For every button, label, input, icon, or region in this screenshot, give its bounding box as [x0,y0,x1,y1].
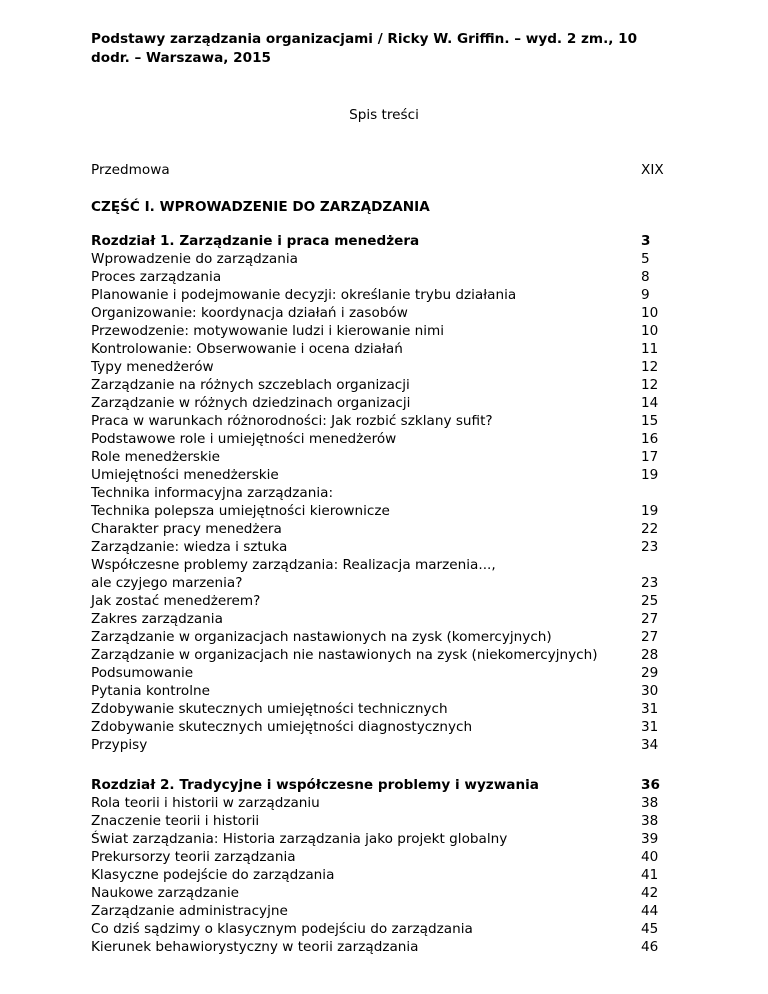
chapter1-title-row [91,232,671,250]
toc-entry-label: Zdobywanie skutecznych umiejętności diagnostycznych [91,719,473,735]
toc-entry [91,304,691,322]
toc-entry [91,700,691,718]
toc-entry-label: Zdobywanie skutecznych umiejętności technicznych [91,701,448,717]
toc-entry [91,430,691,448]
toc-entry-label: Zarządzanie w organizacjach nie nastawionych na zysk (niekomercyjnych) [91,647,598,663]
toc-entry-page: 8 [641,269,650,285]
toc-entry-label: Świat zarządzania: Historia zarządzania jako projekt globalny [91,831,508,847]
toc-entry [91,718,691,736]
toc-entry-label: Co dziś sądzimy o klasycznym podejściu do zarządzania [91,921,473,937]
toc-entry-page: 45 [641,921,659,937]
toc-entry-label: Organizowanie: koordynacja działań i zasobów [91,305,408,321]
toc-entry-label: Wprowadzenie do zarządzania [91,251,298,267]
toc-entry [91,394,691,412]
toc-entry-page: 28 [641,647,659,663]
toc-entry-page: 12 [641,377,659,393]
chapter1-entries [91,250,691,754]
toc-entry [91,592,691,610]
toc-entry-label: Technika polepsza umiejętności kierownicze [91,503,390,519]
toc-entry-page: 41 [641,867,659,883]
toc-entry-label: Zakres zarządzania [91,611,223,627]
toc-entry-page: 34 [641,737,659,753]
toc-entry-page: 11 [641,341,659,357]
toc-entry [91,610,691,628]
toc-entry-label: Kierunek behawiorystyczny w teorii zarządzania [91,939,419,955]
toc-entry-label: Prekursorzy teorii zarządzania [91,849,296,865]
toc-entry [91,322,691,340]
toc-entry-label: Przypisy [91,737,148,753]
toc-entry [91,682,691,700]
toc-entry [91,466,691,484]
toc-entry [91,286,691,304]
toc-entry [91,866,691,884]
toc-entry [91,484,691,502]
toc-entry [91,448,691,466]
toc-entry [91,538,691,556]
toc-entry-page: 12 [641,359,659,375]
chapter1-page: 3 [641,233,651,249]
toc-entry-page: 27 [641,629,659,645]
toc-entry [91,250,691,268]
toc-entry-page: 31 [641,701,659,717]
toc-entry-label: Klasyczne podejście do zarządzania [91,867,335,883]
toc-entry-label: Technika informacyjna zarządzania: [91,485,334,501]
toc-entry-label: Zarządzanie w organizacjach nastawionych na zysk (komercyjnych) [91,629,552,645]
bibliographic-header [91,30,691,68]
chapter2-entries [91,794,691,956]
toc-entry-page: 17 [641,449,659,465]
toc-entry-label: Podstawowe role i umiejętności menedżerów [91,431,397,447]
toc-entry-label: Naukowe zarządzanie [91,885,239,901]
toc-entry-label: Umiejętności menedżerskie [91,467,279,483]
toc-entry-page: 19 [641,467,659,483]
toc-entry [91,884,691,902]
toc-entry-page: 40 [641,849,659,865]
toc-entry-label: Zarządzanie: wiedza i sztuka [91,539,288,555]
toc-entry-label: Współczesne problemy zarządzania: Realizacja marzenia..., [91,557,496,573]
chapter2-page: 36 [641,777,660,793]
chapter2-title: Rozdział 2. Tradycyjne i współczesne problemy i wyzwania [91,777,539,793]
toc-entry-label: ale czyjego marzenia? [91,575,243,591]
toc-entry-page: 23 [641,539,659,555]
toc-entry-label: Zarządzanie na różnych szczeblach organizacji [91,377,410,393]
toc-entry-label: Role menedżerskie [91,449,221,465]
toc-entry [91,938,691,956]
toc-entry-label: Rola teorii i historii w zarządzaniu [91,795,320,811]
toc-entry-page: 46 [641,939,659,955]
toc-entry-page: 44 [641,903,659,919]
toc-entry-page: 22 [641,521,659,537]
toc-entry-label: Planowanie i podejmowanie decyzji: określanie trybu działania [91,287,517,303]
toc-entry [91,502,691,520]
toc-entry [91,830,691,848]
toc-entry-label: Kontrolowanie: Obserwowanie i ocena działań [91,341,403,357]
toc-entry-page: 23 [641,575,659,591]
toc-entry-page: 39 [641,831,659,847]
toc-entry-page: 27 [641,611,659,627]
toc-entry [91,358,691,376]
toc-entry-label: Przewodzenie: motywowanie ludzi i kierowanie nimi [91,323,445,339]
toc-entry-label: Podsumowanie [91,665,194,681]
toc-entry [91,412,691,430]
toc-entry [91,920,691,938]
toc-entry-label: Proces zarządzania [91,269,222,285]
header-line-2: dodr. – Warszawa, 2015 [91,50,272,66]
toc-entry-label: Zarządzanie w różnych dziedzinach organizacji [91,395,411,411]
toc-entry-page: 10 [641,305,659,321]
preface-row [91,161,671,179]
toc-entry-page: 25 [641,593,659,609]
toc-entry-page: 5 [641,251,650,267]
toc-entry-label: Zarządzanie administracyjne [91,903,288,919]
preface-page: XIX [641,162,664,178]
toc-entry-page: 38 [641,795,659,811]
toc-entry-page: 31 [641,719,659,735]
toc-entry-page: 15 [641,413,659,429]
toc-entry [91,628,691,646]
toc-entry [91,376,691,394]
toc-entry-label: Typy menedżerów [91,359,214,375]
toc-entry [91,646,691,664]
toc-entry-page: 42 [641,885,659,901]
toc-entry-page: 10 [641,323,659,339]
preface-label: Przedmowa [91,162,170,178]
part-title: CZĘŚĆ I. WPROWADZENIE DO ZARZĄDZANIA [91,199,430,215]
toc-entry [91,736,691,754]
toc-entry [91,574,691,592]
toc-entry-label: Praca w warunkach różnorodności: Jak rozbić szklany sufit? [91,413,493,429]
toc-entry [91,340,691,358]
toc-entry-page: 38 [641,813,659,829]
toc-entry-page: 19 [641,503,659,519]
toc-entry [91,794,691,812]
toc-entry-label: Jak zostać menedżerem? [91,593,261,609]
toc-entry-page: 29 [641,665,659,681]
toc-entry-label: Pytania kontrolne [91,683,210,699]
page-title: Spis treści [349,107,419,123]
toc-entry [91,848,691,866]
toc-entry-page: 30 [641,683,659,699]
toc-entry [91,812,691,830]
header-line-1: Podstawy zarządzania organizacjami / Ricky W. Griffin. – wyd. 2 zm., 10 [91,31,638,47]
toc-entry [91,664,691,682]
toc-entry [91,520,691,538]
toc-entry [91,902,691,920]
toc-entry-page: 9 [641,287,650,303]
toc-entry [91,268,691,286]
chapter1-title: Rozdział 1. Zarządzanie i praca menedżera [91,233,420,249]
toc-entry-page: 14 [641,395,659,411]
toc-entry-label: Znaczenie teorii i historii [91,813,260,829]
toc-entry-label: Charakter pracy menedżera [91,521,282,537]
chapter2-title-row [91,776,671,794]
toc-entry [91,556,691,574]
toc-entry-page: 16 [641,431,659,447]
